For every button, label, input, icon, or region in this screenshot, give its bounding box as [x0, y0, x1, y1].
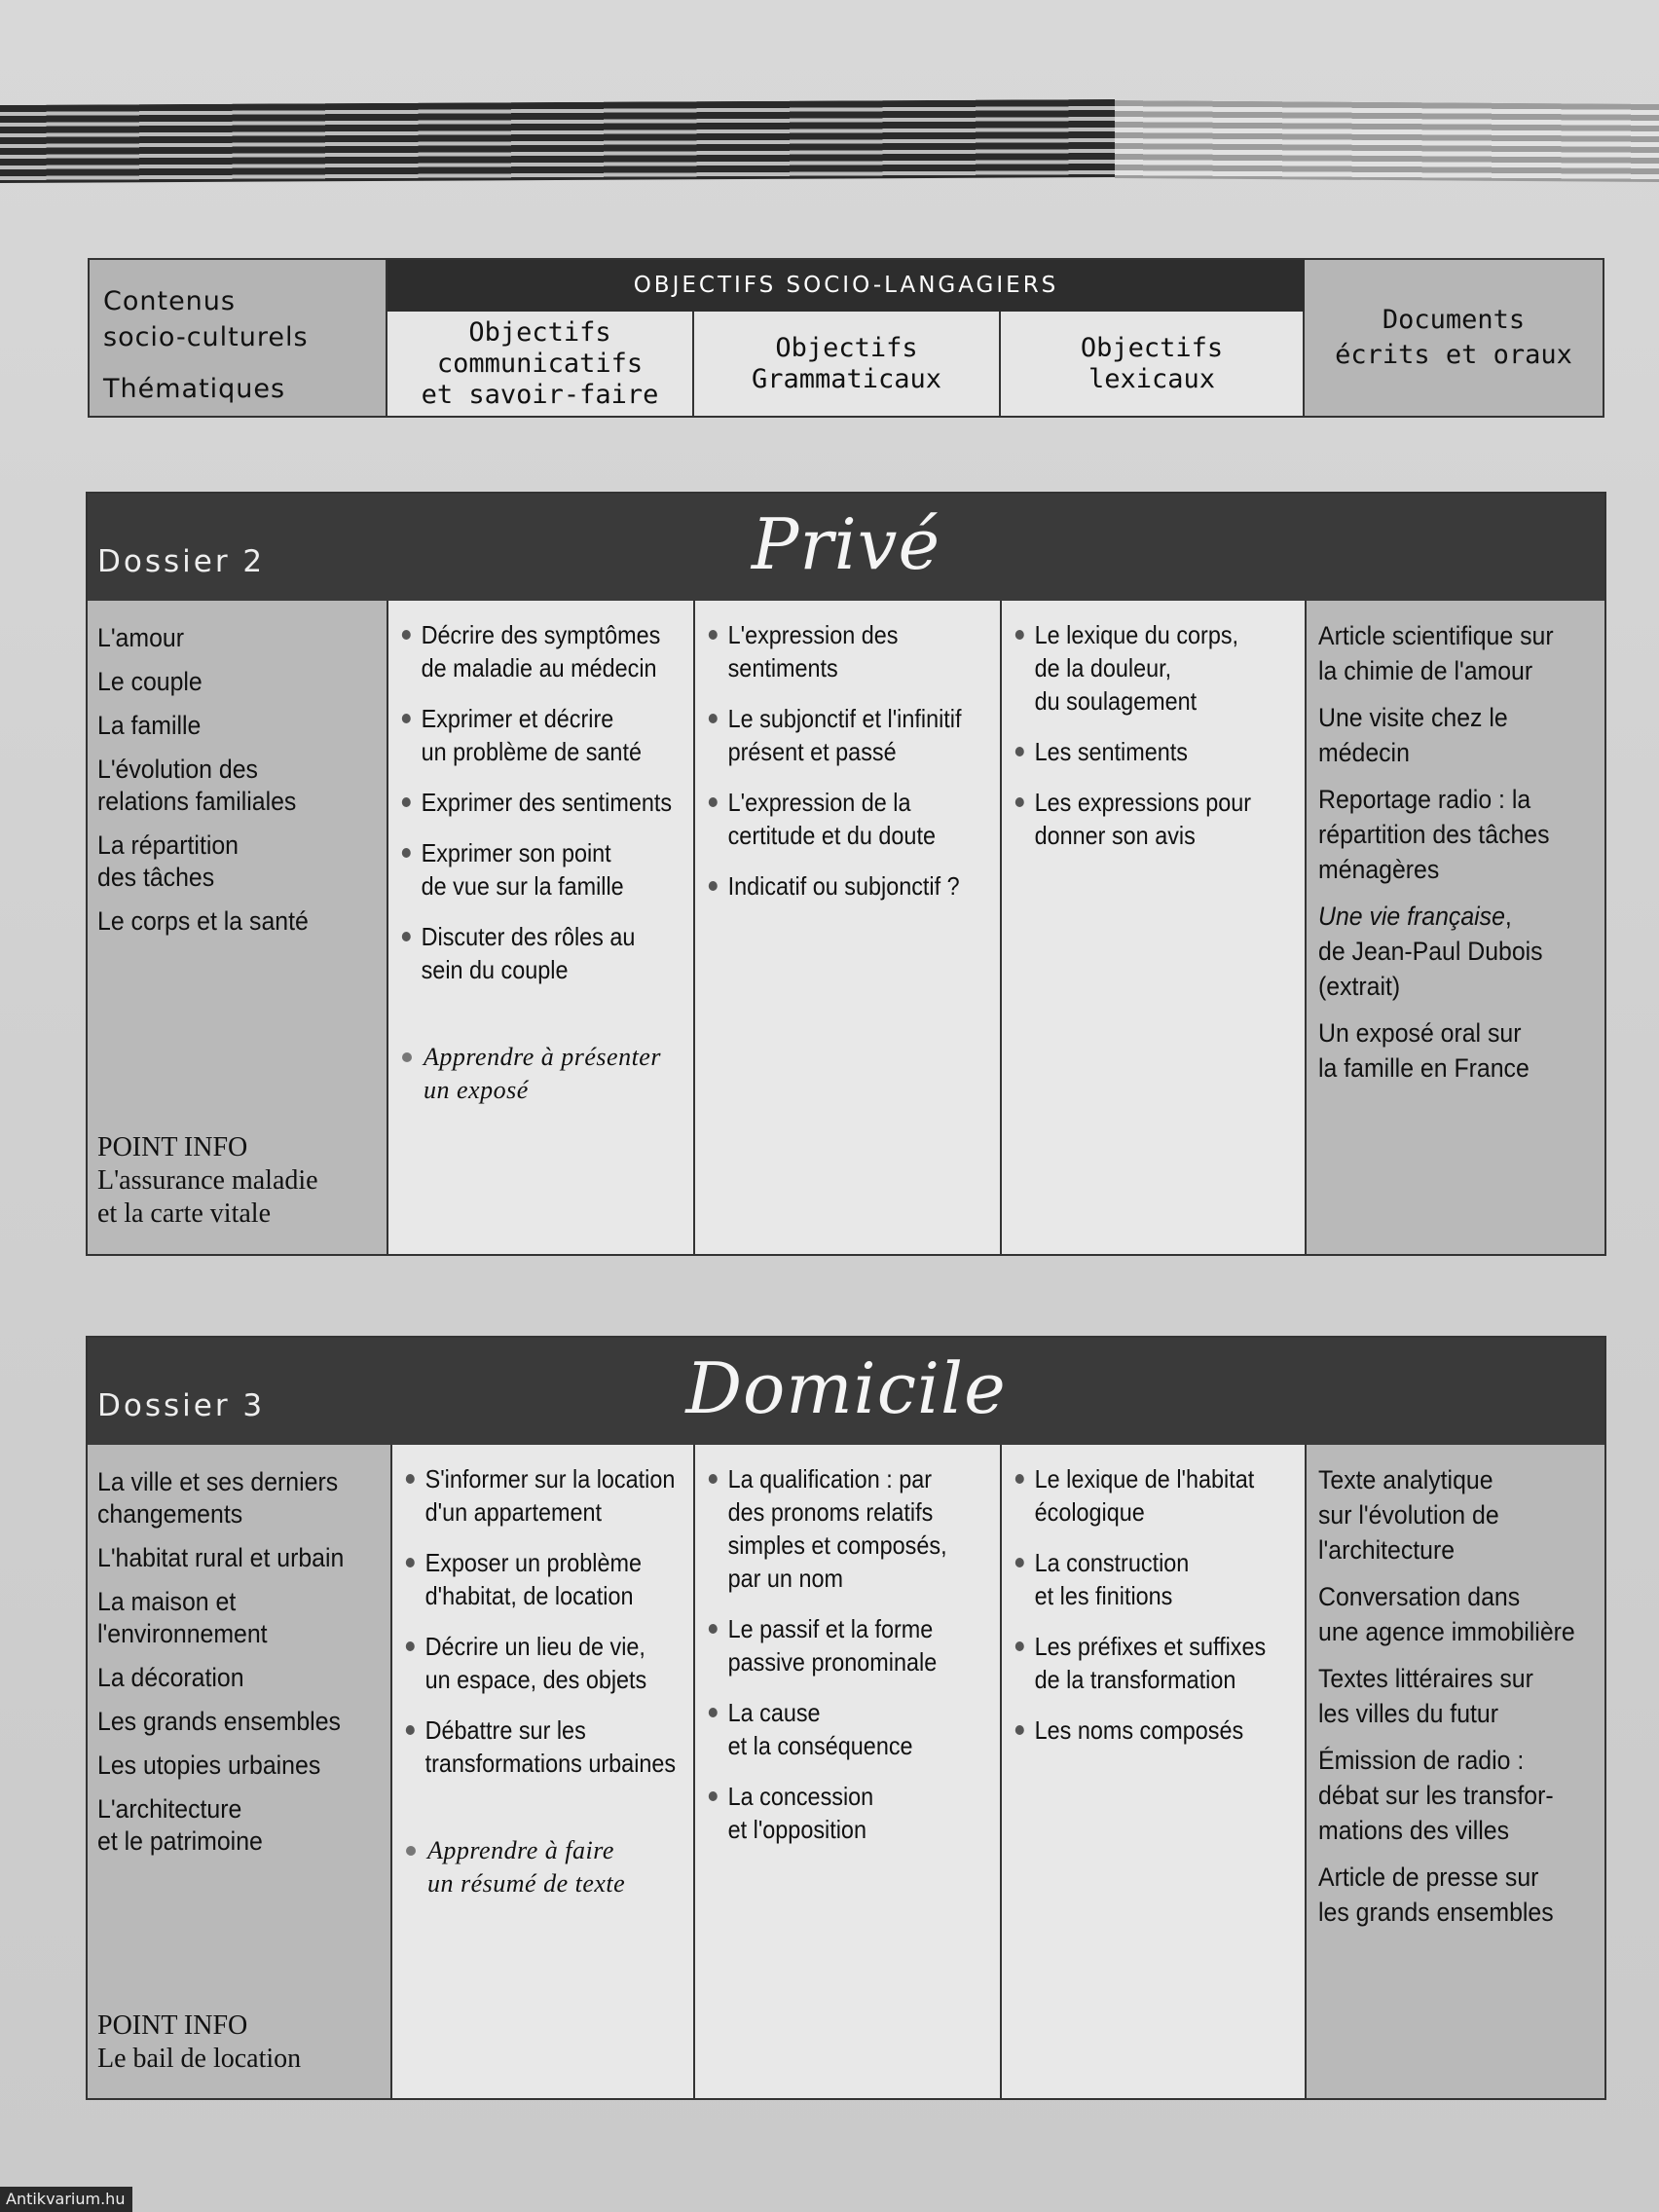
stripe-dark: [0, 99, 1115, 183]
point-info-label: POINT INFO: [97, 1132, 248, 1162]
theme-item: L'habitat rural et urbain: [97, 1543, 345, 1572]
dossier-2: [86, 492, 1606, 1256]
list-item: Les préfixes et suffixes de la transformation: [1014, 1630, 1324, 1696]
dossier-3-number: Dossier 3: [97, 1388, 266, 1423]
dossier-3-lexicaux: [1002, 1445, 1307, 2098]
theme-item: Les utopies urbaines: [97, 1751, 321, 1780]
header-col1-line1: Contenus: [103, 286, 236, 316]
dossier-3-grammaticaux: [695, 1445, 1002, 2098]
list-item: S'informer sur la location d'un appartement: [404, 1462, 715, 1529]
dossier-2-header: [88, 494, 1604, 601]
theme-item: La décoration: [97, 1663, 244, 1692]
document-item: Reportage radio : la répartition des tâches ménagères: [1318, 785, 1550, 884]
dossier-3-communicatifs: [392, 1445, 695, 2098]
list-item: L'expression des sentiments: [707, 618, 1017, 684]
dossier-3: [86, 1336, 1606, 2100]
theme-item: La ville et ses derniers changements: [97, 1467, 339, 1529]
point-info-text: Le bail de location: [97, 2044, 302, 2074]
list-item-extra: Apprendre à présenter un exposé: [400, 1041, 716, 1107]
theme-item: L'amour: [97, 623, 184, 652]
header-sub2-text: Objectifs Grammaticaux: [751, 332, 942, 394]
header-sub-communicatifs: [387, 312, 694, 416]
decorative-stripes: [0, 102, 1659, 180]
list-item: Décrire des symptômes de maladie au médecin: [400, 618, 711, 684]
stripe-light: [1115, 100, 1659, 182]
theme-item: L'architecture et le patrimoine: [97, 1794, 263, 1856]
list-item: Exprimer et décrire un problème de santé: [400, 702, 711, 768]
point-info-text: L'assurance maladie et la carte vitale: [97, 1165, 318, 1229]
list-item: L'expression de la certitude et du doute: [707, 786, 1017, 852]
document-item: Article de presse sur les grands ensembles: [1318, 1862, 1554, 1927]
list-item: Les noms composés: [1014, 1714, 1324, 1747]
list-item-extra: Apprendre à faire un résumé de texte: [404, 1834, 719, 1900]
watermark: Antikvarium.hu: [0, 2187, 132, 2212]
list-item: Exposer un problème d'habitat, de location: [404, 1546, 715, 1612]
dossier-2-grammaticaux: [695, 601, 1002, 1254]
dossier-2-communicatifs: [388, 601, 695, 1254]
document-item: Article scientifique sur la chimie de l'amour: [1318, 621, 1554, 685]
theme-item: La répartition des tâches: [97, 830, 240, 892]
theme-item: L'évolution des relations familiales: [97, 755, 297, 816]
theme-item: Le couple: [97, 667, 203, 696]
header-col5-text: Documents écrits et oraux: [1335, 305, 1572, 370]
document-item: Conversation dans une agence immobilière: [1318, 1582, 1575, 1646]
list-item: La construction et les finitions: [1014, 1546, 1324, 1612]
list-item: Le passif et la forme passive pronominale: [707, 1612, 1017, 1678]
theme-item: La maison et l'environnement: [97, 1587, 268, 1648]
header-sub1-text: Objectifs communicatifs et savoir-faire: [421, 316, 659, 410]
list-item: Les expressions pour donner son avis: [1014, 786, 1324, 852]
dossier-3-themes: [88, 1445, 392, 2098]
header-col-thematiques: [90, 260, 387, 416]
point-info: [97, 1131, 318, 1231]
list-item: La cause et la conséquence: [707, 1696, 1017, 1762]
list-item: Les sentiments: [1014, 735, 1324, 768]
list-item: Exprimer des sentiments: [400, 786, 711, 819]
list-item: La concession et l'opposition: [707, 1780, 1017, 1846]
dossier-3-title: Domicile: [685, 1347, 1007, 1429]
dossier-3-header: [88, 1338, 1604, 1445]
dossier-2-documents: [1307, 601, 1604, 1254]
list-item: Exprimer son point de vue sur la famille: [400, 836, 711, 903]
header-sub-grammaticaux: [694, 312, 1001, 416]
book-title: Une vie française: [1318, 902, 1505, 931]
list-item: La qualification : par des pronoms relatifs simples et composés, par un nom: [707, 1462, 1017, 1595]
header-band: OBJECTIFS SOCIO-LANGAGIERS: [387, 260, 1305, 312]
header-col1-line3: Thématiques: [103, 374, 286, 404]
header-table: [88, 258, 1604, 418]
list-item: Indicatif ou subjonctif ?: [707, 869, 1017, 903]
header-col1-line2: socio-culturels: [103, 322, 309, 352]
dossier-2-lexicaux: [1002, 601, 1307, 1254]
theme-item: La famille: [97, 711, 202, 740]
header-sub3-text: Objectifs lexicaux: [1080, 332, 1224, 394]
header-col-documents: [1305, 260, 1603, 416]
document-item: Texte analytique sur l'évolution de l'architecture: [1318, 1465, 1499, 1565]
theme-item: Le corps et la santé: [97, 906, 309, 936]
document-item: Un exposé oral sur la famille en France: [1318, 1018, 1530, 1083]
document-item: Textes littéraires sur les villes du futur: [1318, 1664, 1533, 1728]
dossier-2-number: Dossier 2: [97, 544, 266, 579]
dossier-2-title: Privé: [751, 503, 941, 585]
list-item: Débattre sur les transformations urbaines: [404, 1714, 715, 1780]
header-sub-lexicaux: [1001, 312, 1305, 416]
document-item: Émission de radio : débat sur les transfor- mations des villes: [1318, 1746, 1554, 1845]
list-item: Le subjonctif et l'infinitif présent et passé: [707, 702, 1017, 768]
point-info-label: POINT INFO: [97, 2010, 248, 2041]
document-item-book: [1318, 899, 1604, 1004]
dossier-3-documents: [1307, 1445, 1604, 2098]
point-info: [97, 2009, 301, 2076]
list-item: Décrire un lieu de vie, un espace, des objets: [404, 1630, 715, 1696]
theme-item: Les grands ensembles: [97, 1707, 341, 1736]
book-rest: , de Jean-Paul Dubois (extrait): [1318, 902, 1543, 1001]
list-item: Le lexique du corps, de la douleur, du soulagement: [1014, 618, 1324, 718]
dossier-2-themes: [88, 601, 388, 1254]
list-item: Le lexique de l'habitat écologique: [1014, 1462, 1324, 1529]
document-item: Une visite chez le médecin: [1318, 703, 1508, 767]
list-item: Discuter des rôles au sein du couple: [400, 920, 711, 986]
